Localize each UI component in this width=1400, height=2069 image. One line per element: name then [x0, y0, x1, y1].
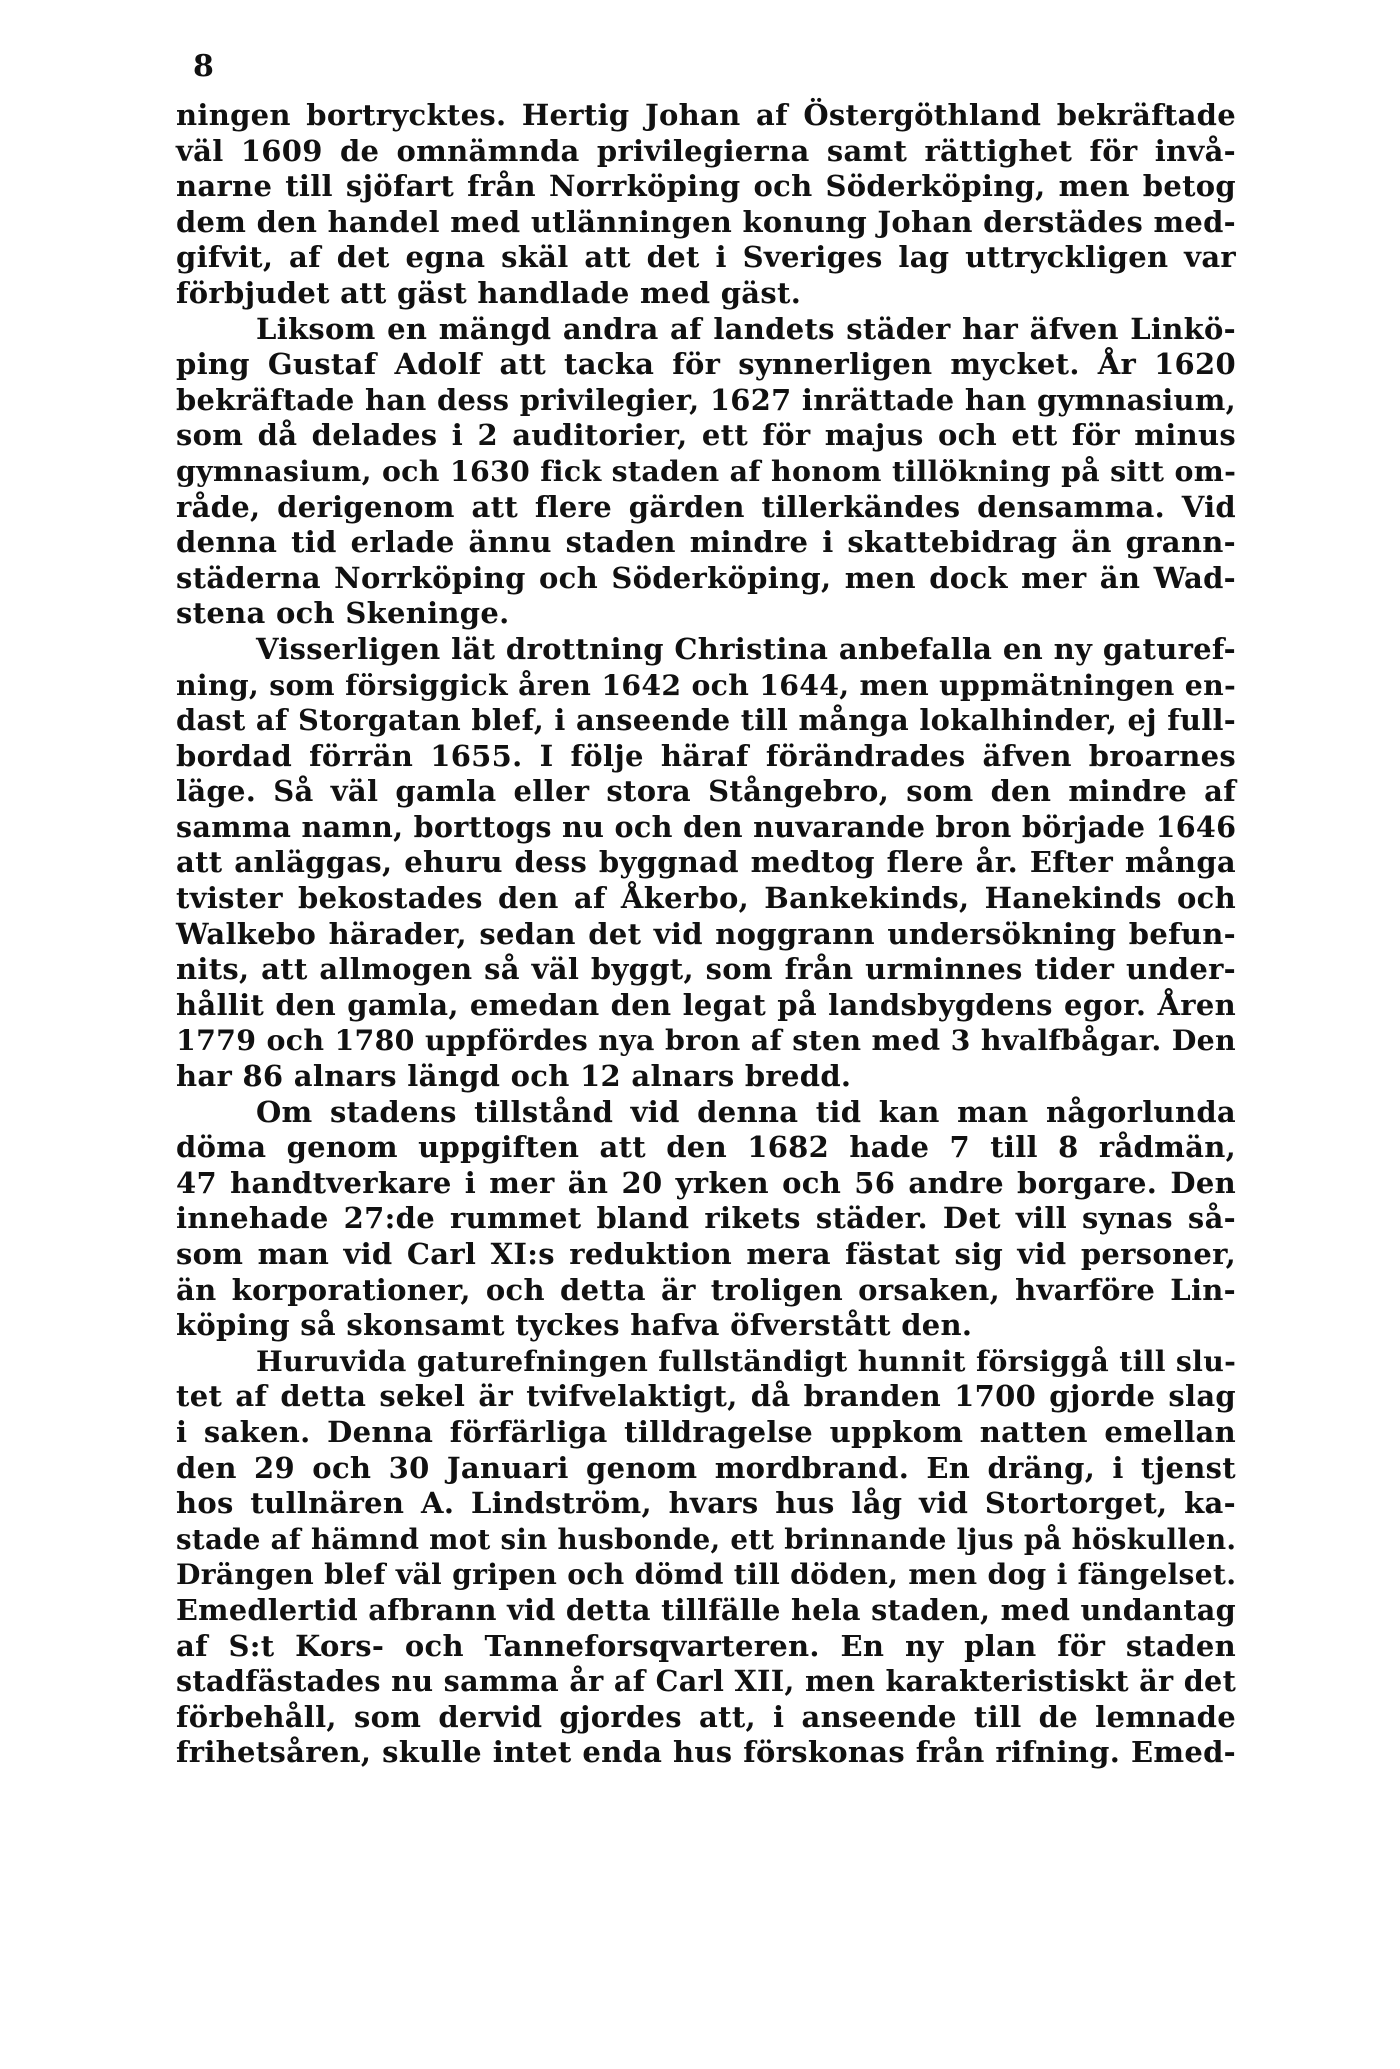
text-line: förbehåll, som dervid gjordes att, i anseende till de lemnade — [176, 1699, 1236, 1734]
text-line: städerna Norrköping och Söderköping, men dock mer än Wad- — [176, 560, 1236, 595]
text-line: tet af detta sekel är tvifvelaktigt, då branden 1700 gjorde slag — [176, 1379, 1236, 1414]
text-line: köping så skonsamt tyckes hafva öfverstått den. — [176, 1308, 973, 1343]
text-line: frihetsåren, skulle intet enda hus förskonas från rifning. Emed- — [176, 1735, 1236, 1770]
text-line: ningen bortrycktes. Hertig Johan af Östergöthland bekräftade — [176, 98, 1236, 132]
text-line: stadfästades nu samma år af Carl XII, men karakteristiskt är det — [176, 1664, 1237, 1699]
text-line: ning, som försiggick åren 1642 och 1644, men uppmätningen en- — [176, 667, 1237, 702]
text-line: väl 1609 de omnämnda privilegierna samt rättighet för invå- — [176, 133, 1236, 168]
text-line: råde, derigenom att flere gärden tillerkändes densamma. Vid — [176, 489, 1236, 524]
text-line: tvister bekostades den af Åkerbo, Bankekinds, Hanekinds och — [176, 881, 1236, 916]
text-line: Walkebo härader, sedan det vid noggrann undersökning befun- — [176, 916, 1236, 951]
text-line: Drängen blef väl gripen och dömd till döden, men dog i fängelset. — [176, 1558, 1237, 1592]
text-line: läge. Så väl gamla eller stora Stångebro, som den mindre af — [176, 774, 1236, 809]
text-line: stade af hämnd mot sin husbonde, ett brinnande ljus på höskullen. — [176, 1522, 1237, 1556]
text-line: den 29 och 30 Januari genom mordbrand. En dräng, i tjenst — [176, 1450, 1236, 1485]
text-line: döma genom uppgiften att den 1682 hade 7 till 8 rådmän, — [176, 1130, 1236, 1165]
text-line: 47 handtverkare i mer än 20 yrken och 56 andre borgare. Den — [176, 1165, 1236, 1200]
text-line: att anläggas, ehuru dess byggnad medtog flere år. Efter många — [176, 845, 1236, 880]
text-line: som man vid Carl XI:s reduktion mera fästat sig vid personer, — [176, 1237, 1236, 1271]
text-line: som då delades i 2 auditorier, ett för majus och ett för minus — [176, 418, 1236, 453]
body-text — [176, 98, 1236, 1771]
text-line: dem den handel med utlänningen konung Johan derstädes med- — [176, 204, 1236, 239]
text-line: denna tid erlade ännu staden mindre i skattebidrag än grann- — [176, 525, 1236, 560]
text-line: hållit den gamla, emedan den legat på landsbygdens egor. Åren — [176, 987, 1236, 1022]
text-line: hos tullnären A. Lindström, hvars hus låg vid Stortorget, ka- — [176, 1486, 1236, 1521]
text-line: dast af Storgatan blef, i anseende till många lokalhinder, ej full- — [176, 703, 1236, 738]
text-line: har 86 alnars längd och 12 alnars bredd. — [176, 1059, 852, 1094]
text-line: nits, att allmogen så väl byggt, som från urminnes tider under- — [176, 952, 1236, 987]
text-line: Liksom en mängd andra af landets städer har äfven Linkö- — [256, 311, 1236, 346]
text-line: Emedlertid afbrann vid detta tillfälle hela staden, med undantag — [176, 1592, 1236, 1627]
text-line: af S:t Kors- och Tanneforsqvarteren. En ny plan för staden — [176, 1628, 1236, 1663]
text-line: förbjudet att gäst handlade med gäst. — [176, 275, 802, 310]
text-line: i saken. Denna förfärliga tilldragelse uppkom natten emellan — [176, 1414, 1236, 1449]
text-line: innehade 27:de rummet bland rikets städer. Det vill synas så- — [176, 1201, 1236, 1236]
text-line: gymnasium, och 1630 fick staden af honom tillökning på sitt om- — [176, 453, 1237, 488]
text-line: bordad förrän 1655. I följe häraf förändrades äfven broarnes — [176, 738, 1236, 773]
text-line: gifvit, af det egna skäl att det i Sveriges lag uttryckligen var — [176, 240, 1236, 275]
page-number: 8 — [193, 49, 214, 84]
text-line: bekräftade han dess privilegier, 1627 inrättade han gymnasium, — [176, 382, 1236, 417]
text-line: 1779 och 1780 uppfördes nya bron af sten med 3 hvalfbågar. Den — [176, 1023, 1236, 1058]
text-line: narne till sjöfart från Norrköping och Söderköping, men betog — [176, 169, 1236, 204]
text-line: samma namn, borttogs nu och den nuvarande bron började 1646 — [176, 809, 1237, 844]
text-line: Huruvida gaturefningen fullständigt hunnit försiggå till slu- — [256, 1343, 1237, 1378]
text-line: ping Gustaf Adolf att tacka för synnerligen mycket. År 1620 — [176, 347, 1236, 382]
text-line: Visserligen lät drottning Christina anbefalla en ny gaturef- — [256, 631, 1236, 666]
text-line: Om stadens tillstånd vid denna tid kan man någorlunda — [256, 1094, 1236, 1129]
text-line: än korporationer, och detta är troligen orsaken, hvarföre Lin- — [176, 1272, 1236, 1307]
text-line: stena och Skeninge. — [176, 596, 510, 631]
